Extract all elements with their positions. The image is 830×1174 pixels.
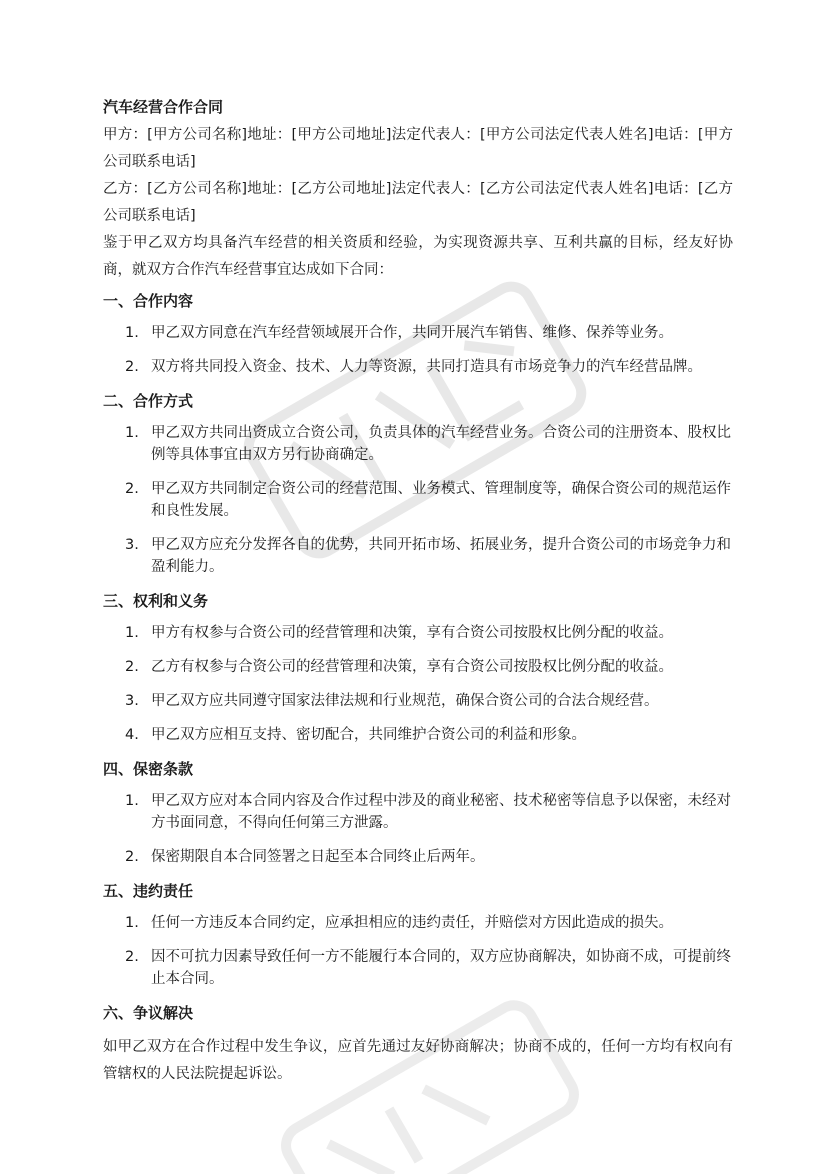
item-number: 1. <box>125 325 139 341</box>
section-heading: 一、合作内容 <box>103 292 194 310</box>
section-rights-obligations <box>103 590 733 746</box>
list-item <box>103 846 733 868</box>
item-text: 甲乙双方共同出资成立合资公司，负责具体的汽车经营业务。合资公司的注册资本、股权比例等具体事宜由双方另行协商确定。 <box>151 425 731 463</box>
list-item <box>103 690 733 712</box>
item-number: 2. <box>125 849 139 865</box>
section-heading: 六、争议解决 <box>103 1004 194 1022</box>
list-item <box>103 622 733 644</box>
list-item <box>103 534 733 578</box>
list-item <box>103 912 733 934</box>
item-number: 2. <box>125 659 139 675</box>
list-item <box>103 356 733 378</box>
list-item <box>103 790 733 834</box>
item-text: 甲乙双方应共同遵守国家法律法规和行业规范，确保合资公司的合法合规经营。 <box>151 693 659 709</box>
item-text: 甲方有权参与合资公司的经营管理和决策，享有合资公司按股权比例分配的收益。 <box>151 625 673 641</box>
party-a-info: 甲方：[甲方公司名称]地址：[甲方公司地址]法定代表人：[甲方公司法定代表人姓名]电话：[甲方公司联系电话] <box>103 127 733 170</box>
section-cooperation-method <box>103 390 733 578</box>
item-number: 3. <box>125 537 139 553</box>
item-text: 甲乙双方应对本合同内容及合作过程中涉及的商业秘密、技术秘密等信息予以保密，未经对方书面同意，不得向任何第三方泄露。 <box>151 793 731 831</box>
list-item <box>103 478 733 522</box>
item-text: 乙方有权参与合资公司的经营管理和决策，享有合资公司按股权比例分配的收益。 <box>151 659 673 675</box>
item-number: 1. <box>125 793 139 809</box>
list-item <box>103 422 733 466</box>
item-number: 3. <box>125 693 139 709</box>
section-heading: 二、合作方式 <box>103 392 194 410</box>
item-number: 2. <box>125 949 139 965</box>
item-number: 1. <box>125 915 139 931</box>
preamble: 鉴于甲乙双方均具备汽车经营的相关资质和经验，为实现资源共享、互利共赢的目标，经友好协商，就双方合作汽车经营事宜达成如下合同： <box>103 235 733 278</box>
item-text: 保密期限自本合同签署之日起至本合同终止后两年。 <box>151 849 485 865</box>
section-breach-liability <box>103 880 733 990</box>
item-text: 双方将共同投入资金、技术、人力等资源，共同打造具有市场竞争力的汽车经营品牌。 <box>151 359 702 375</box>
party-b-info: 乙方：[乙方公司名称]地址：[乙方公司地址]法定代表人：[乙方公司法定代表人姓名]电话：[乙方公司联系电话] <box>103 181 733 224</box>
item-number: 1. <box>125 425 139 441</box>
item-number: 2. <box>125 481 139 497</box>
item-text: 甲乙双方共同制定合资公司的经营范围、业务模式、管理制度等，确保合资公司的规范运作和良性发展。 <box>151 481 731 519</box>
section-dispute-resolution <box>103 1002 733 1088</box>
section-heading: 五、违约责任 <box>103 882 194 900</box>
section-cooperation-content <box>103 290 733 378</box>
section-confidentiality <box>103 758 733 868</box>
list-item <box>103 946 733 990</box>
item-text: 任何一方违反本合同约定，应承担相应的违约责任，并赔偿对方因此造成的损失。 <box>151 915 673 931</box>
list-item <box>103 656 733 678</box>
item-number: 4. <box>125 727 139 743</box>
list-item <box>103 724 733 746</box>
item-text: 甲乙双方同意在汽车经营领域展开合作，共同开展汽车销售、维修、保养等业务。 <box>151 325 673 341</box>
dispute-text: 如甲乙双方在合作过程中发生争议，应首先通过友好协商解决；协商不成的，任何一方均有权向有管辖权的人民法院提起诉讼。 <box>103 1039 733 1082</box>
item-number: 1. <box>125 625 139 641</box>
document-title: 汽车经营合作合同 <box>103 98 224 116</box>
item-text: 甲乙双方应充分发挥各自的优势，共同开拓市场、拓展业务，提升合资公司的市场竞争力和盈利能力。 <box>151 537 731 575</box>
list-item <box>103 322 733 344</box>
item-text: 甲乙双方应相互支持、密切配合，共同维护合资公司的利益和形象。 <box>151 727 586 743</box>
item-text: 因不可抗力因素导致任何一方不能履行本合同的，双方应协商解决，如协商不成，可提前终止本合同。 <box>151 949 731 987</box>
item-number: 2. <box>125 359 139 375</box>
section-heading: 三、权利和义务 <box>103 592 209 610</box>
section-heading: 四、保密条款 <box>103 760 194 778</box>
contract-page <box>103 96 733 1088</box>
